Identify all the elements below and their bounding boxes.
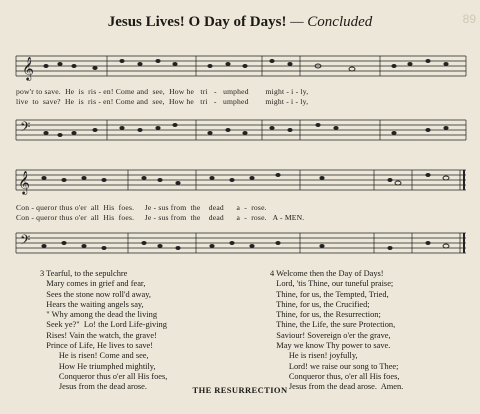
verse-line: Mary comes in grief and fear, xyxy=(40,279,146,289)
verse-line: Conqueror thus o'er all His foes, xyxy=(40,371,168,381)
title-suffix: — Concluded xyxy=(290,14,373,30)
verse-line: He is risen! Come and see, xyxy=(40,351,149,361)
verse-line: How He triumphed mightily, xyxy=(40,361,156,371)
verse-line: Rises! Vain the watch, the grave! xyxy=(40,330,157,340)
verse-line: May we know Thy power to save. xyxy=(270,341,391,351)
system1-treble-staff xyxy=(0,48,480,88)
verse-line: Thine, for us, the Resurrection; xyxy=(270,310,381,320)
verse-line: Jesus from the dead arose. Amen. xyxy=(270,382,404,392)
verse-line: 4 Welcome then the Day of Days! xyxy=(270,269,384,278)
verse-line: Lord! we raise our song to Thee; xyxy=(270,361,399,371)
verse-line: Thine, for us, the Crucified; xyxy=(270,299,370,309)
svg-text:𝄢: 𝄢 xyxy=(20,232,31,251)
svg-text:𝄢: 𝄢 xyxy=(20,119,31,138)
verse-line: Hears the waiting angels say, xyxy=(40,299,144,309)
verse-3 xyxy=(40,269,167,393)
verse-line: Thine, the Life, the sure Protection, xyxy=(270,320,396,330)
verse-line: Sees the stone now roll'd away, xyxy=(40,289,151,299)
system2-lyric-line2: Con - queror thus o'er all His foes. Je - sus from the dead a - rose. A - MEN. xyxy=(16,213,305,222)
verse-line: " Why among the dead the living xyxy=(40,310,158,320)
verse-line: Lord, 'tis Thine, our tuneful praise; xyxy=(270,279,394,289)
system2-bass-staff xyxy=(0,225,480,265)
title-text: Jesus Lives! O Day of Days! xyxy=(107,14,287,30)
verse-line: Saviour! Sovereign o'er the grave, xyxy=(270,330,391,340)
svg-text:𝄞: 𝄞 xyxy=(22,56,34,80)
verse-line: Thine, for us, the Tempted, Tried, xyxy=(270,289,389,299)
system1-lyric-line1: pow'r to save. He is ris - en! Come and see, How he tri - umphed might - i - ly, xyxy=(16,87,309,96)
verse-line: Prince of Life, He lives to save! xyxy=(40,341,154,351)
hymn-title xyxy=(0,14,480,31)
verse-line: Conqueror thus, o'er all His foes, xyxy=(270,371,400,381)
verse-line: 3 Tearful, to the sepulchre xyxy=(40,269,128,278)
verse-line: He is risen! joyfully, xyxy=(270,351,358,361)
system2-lyric-line1: Con - queror thus o'er all His foes. Je - sus from the dead a - rose. xyxy=(16,203,267,212)
system2-treble-staff xyxy=(0,162,480,202)
system1-lyric-line2: live to save? He is ris - en! Come and see, How he tri - umphed might - i - ly, xyxy=(16,97,309,106)
verse-4 xyxy=(270,269,403,393)
verse-line: Jesus from the dead arose. xyxy=(40,382,147,392)
system1-bass-staff xyxy=(0,112,480,152)
svg-text:𝄞: 𝄞 xyxy=(18,170,30,194)
section-footer: THE RESURRECTION xyxy=(192,385,288,395)
page-number: 89 xyxy=(462,12,476,26)
verse-line: Seek ye?" Lo! the Lord Life-giving xyxy=(40,320,167,330)
